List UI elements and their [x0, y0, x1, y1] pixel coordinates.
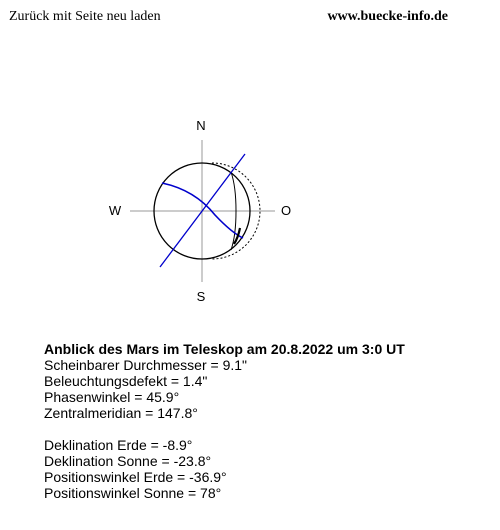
compass-north-label: N: [196, 118, 206, 133]
compass-south-label: S: [196, 289, 206, 304]
info-line: Beleuchtungsdefekt = 1.4": [44, 373, 208, 389]
compass-east-label: O: [280, 203, 292, 218]
info-line: Zentralmeridian = 147.8°: [44, 405, 198, 421]
compass-west-label: W: [108, 203, 122, 218]
site-url: www.buecke-info.de: [327, 9, 448, 24]
info-line: Deklination Sonne = -23.8°: [44, 453, 212, 469]
observation-title: Anblick des Mars im Teleskop am 20.8.2022 um 3:0 UT: [44, 341, 405, 357]
info-line: Deklination Erde = -8.9°: [44, 437, 193, 453]
info-line: Positionswinkel Erde = -36.9°: [44, 469, 227, 485]
spacer: [44, 421, 474, 437]
info-line: Phasenwinkel = 45.9°: [44, 389, 180, 405]
info-line: Scheinbarer Durchmesser = 9.1": [44, 357, 248, 373]
observation-info: [44, 341, 474, 501]
reload-back-link[interactable]: Zurück mit Seite neu laden: [9, 9, 161, 24]
info-line: Positionswinkel Sonne = 78°: [44, 485, 222, 501]
